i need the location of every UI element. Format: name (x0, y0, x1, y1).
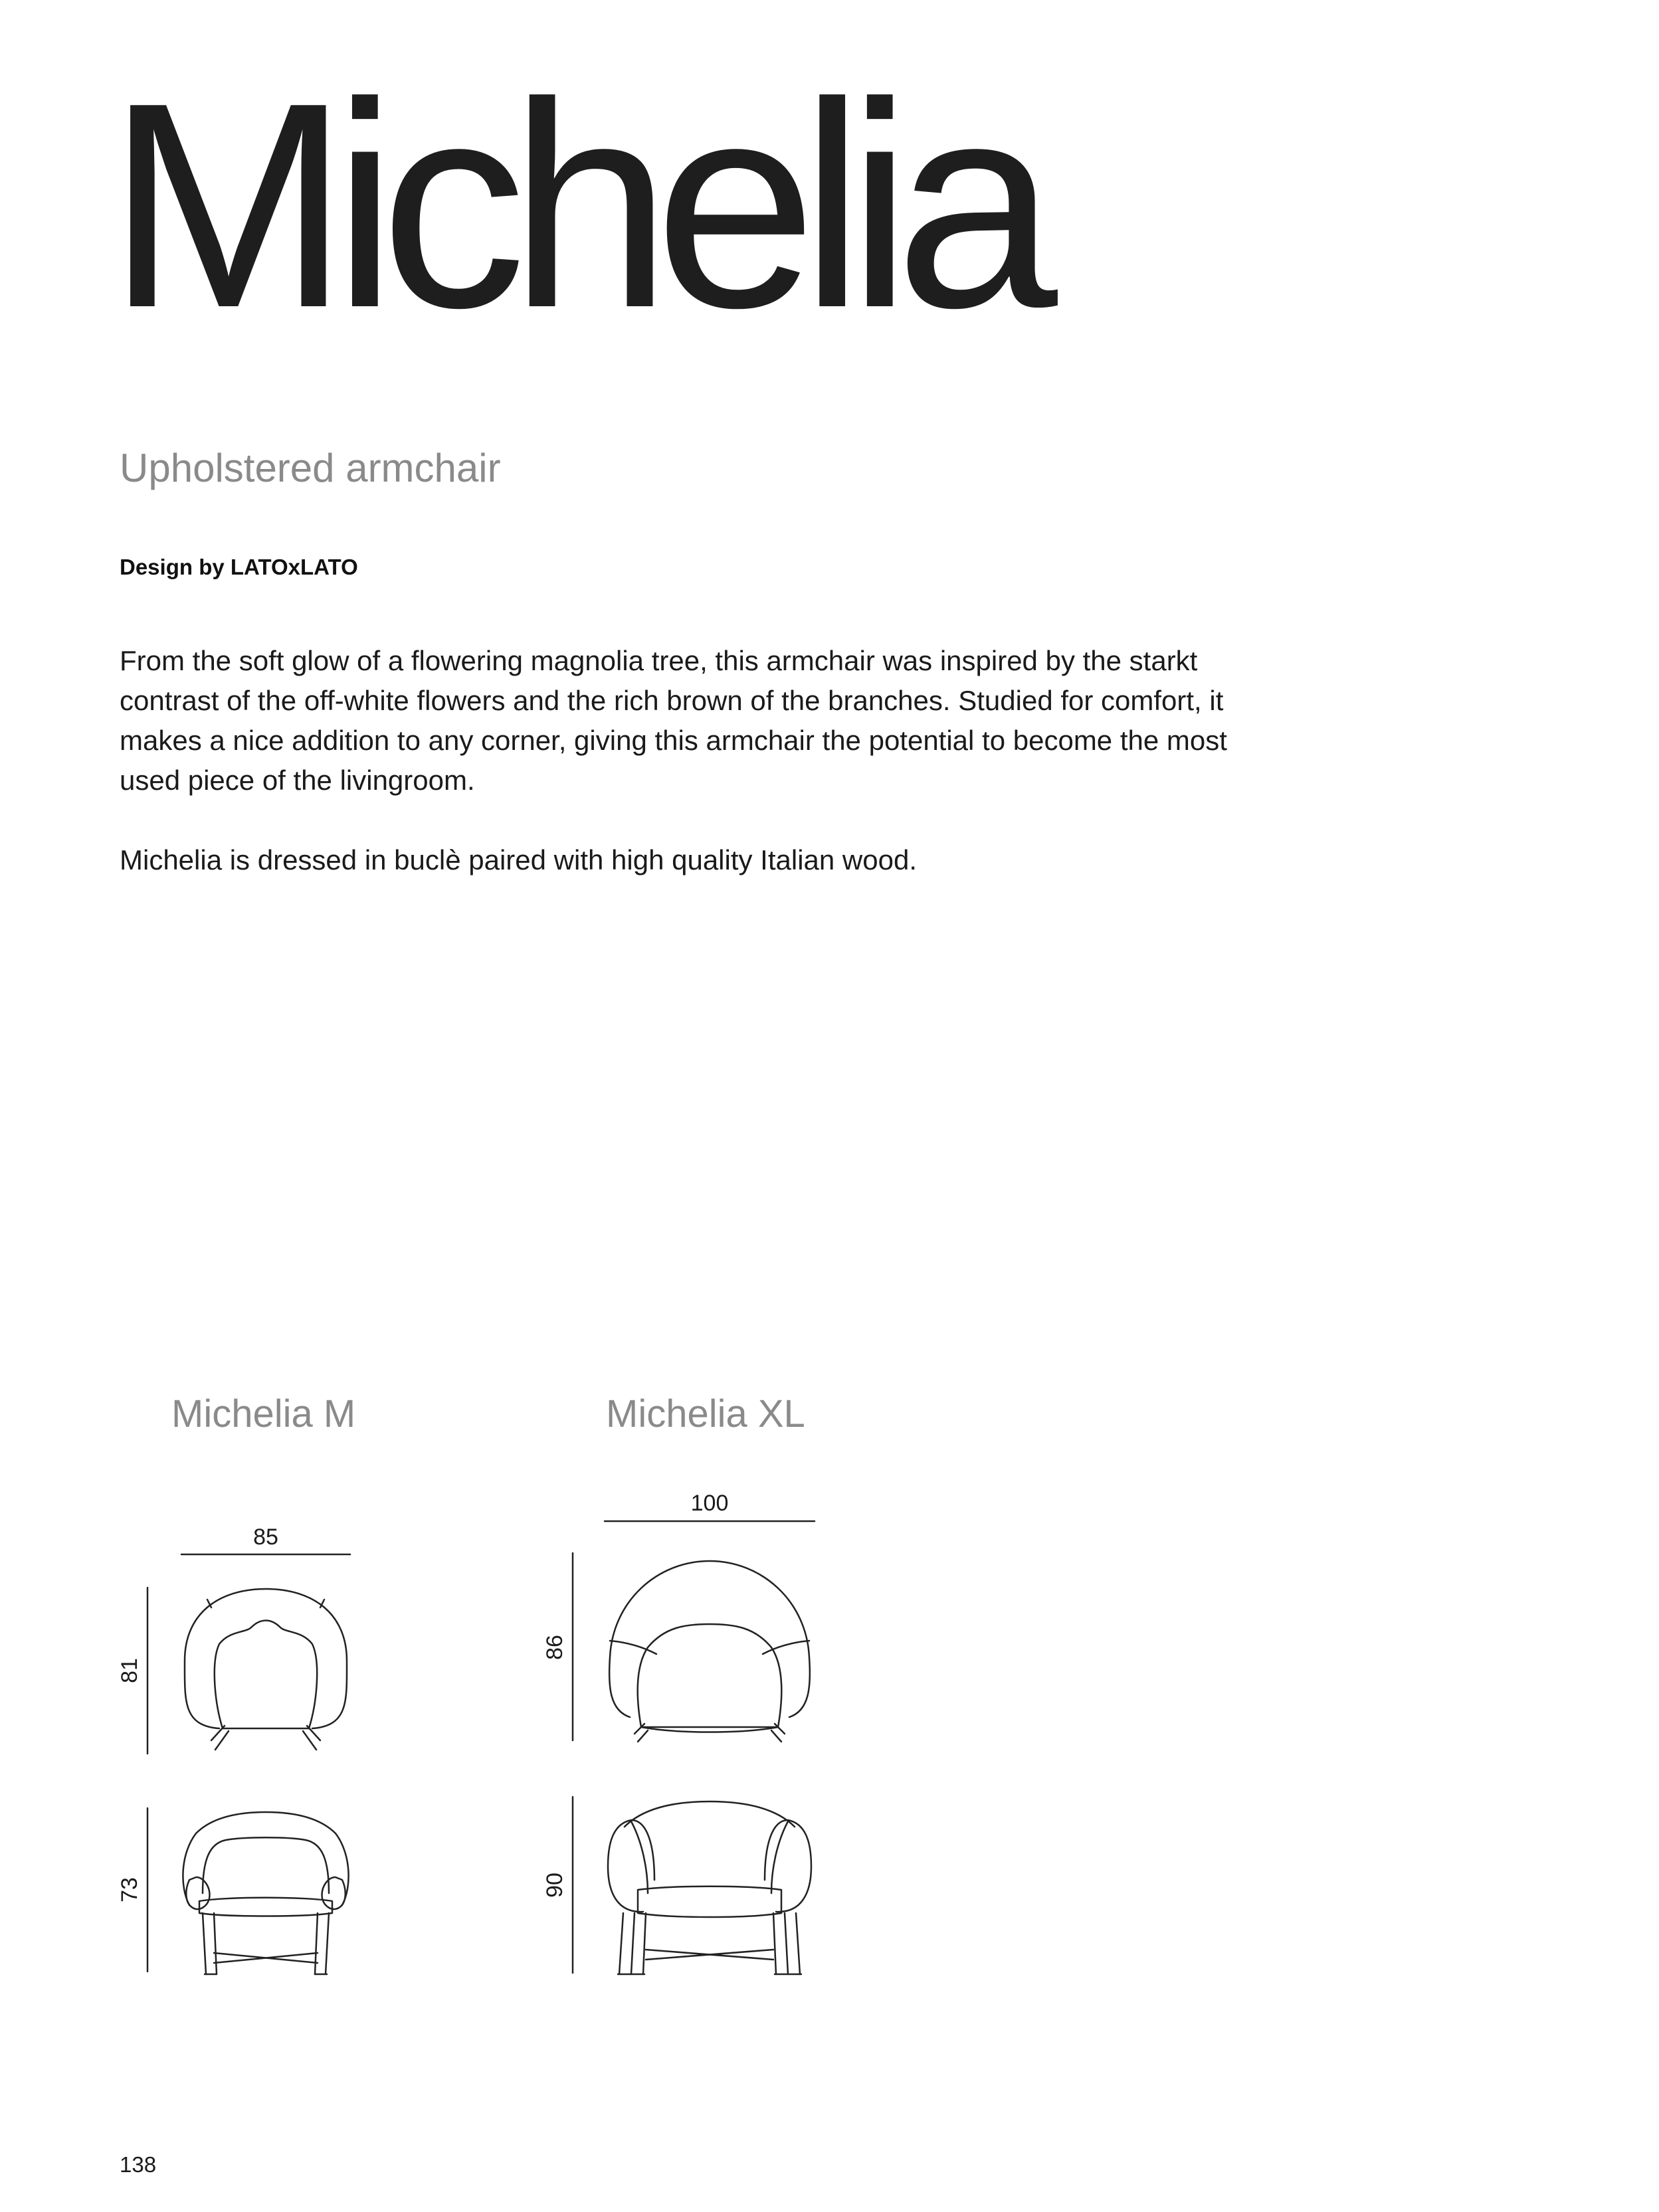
michelia-xl-width-label: 100 (690, 1491, 729, 1516)
leg (214, 1913, 217, 1974)
variant-name-m: Michelia M (171, 1392, 356, 1435)
michelia-m-top-view (147, 1554, 350, 1754)
inner-backrest (203, 1837, 329, 1893)
michelia-m-height-label: 73 (117, 1877, 142, 1902)
outer-shell (609, 1561, 810, 1717)
outer-shell (185, 1589, 347, 1728)
michelia-m-width-label: 85 (253, 1524, 278, 1550)
leg (643, 1913, 646, 1974)
left-arm (608, 1820, 654, 1912)
product-subtitle: Upholstered armchair (120, 446, 501, 490)
seat-cushion (199, 1898, 332, 1916)
design-credit: Design by LATOxLATO (120, 555, 358, 579)
michelia-m-front-view (147, 1808, 349, 1974)
page-number: 138 (120, 2152, 157, 2177)
leg (796, 1913, 800, 1974)
description-paragraph: From the soft glow of a flowering magnolia tree, this armchair was inspired by the starkt contrast of the off-white flowers and the rich brown of the branches. Studied for comfort, it makes a nice addition to any corner, giving this armchair the potential to become the most used piece of the livingroom. (120, 645, 1227, 796)
michelia-m-depth-label: 81 (117, 1658, 142, 1683)
michelia-xl-front-view (573, 1797, 811, 1974)
michelia-xl-top-view (573, 1521, 815, 1742)
leg (326, 1913, 329, 1974)
backrest-top (625, 1801, 795, 1827)
right-arm (765, 1820, 811, 1912)
leg (773, 1913, 776, 1974)
backrest (183, 1812, 348, 1905)
leg (619, 1913, 623, 1974)
leg (203, 1913, 206, 1974)
right-arm (322, 1877, 345, 1909)
leg (631, 1913, 634, 1974)
variant-name-xl: Michelia XL (606, 1392, 805, 1435)
inner-seat (215, 1621, 317, 1729)
leg (315, 1913, 318, 1974)
shell-seam (763, 1641, 809, 1654)
description-paragraph: Michelia is dressed in buclè paired with high quality Italian wood. (120, 844, 917, 876)
shell-seam (610, 1641, 656, 1654)
michelia-xl-depth-label: 86 (542, 1635, 567, 1660)
left-arm (186, 1877, 209, 1909)
product-title: Michelia (106, 43, 1040, 369)
leg (785, 1913, 788, 1974)
seat-cushion (638, 1887, 781, 1917)
michelia-xl-height-label: 90 (542, 1873, 567, 1898)
inner-seat (638, 1624, 782, 1727)
